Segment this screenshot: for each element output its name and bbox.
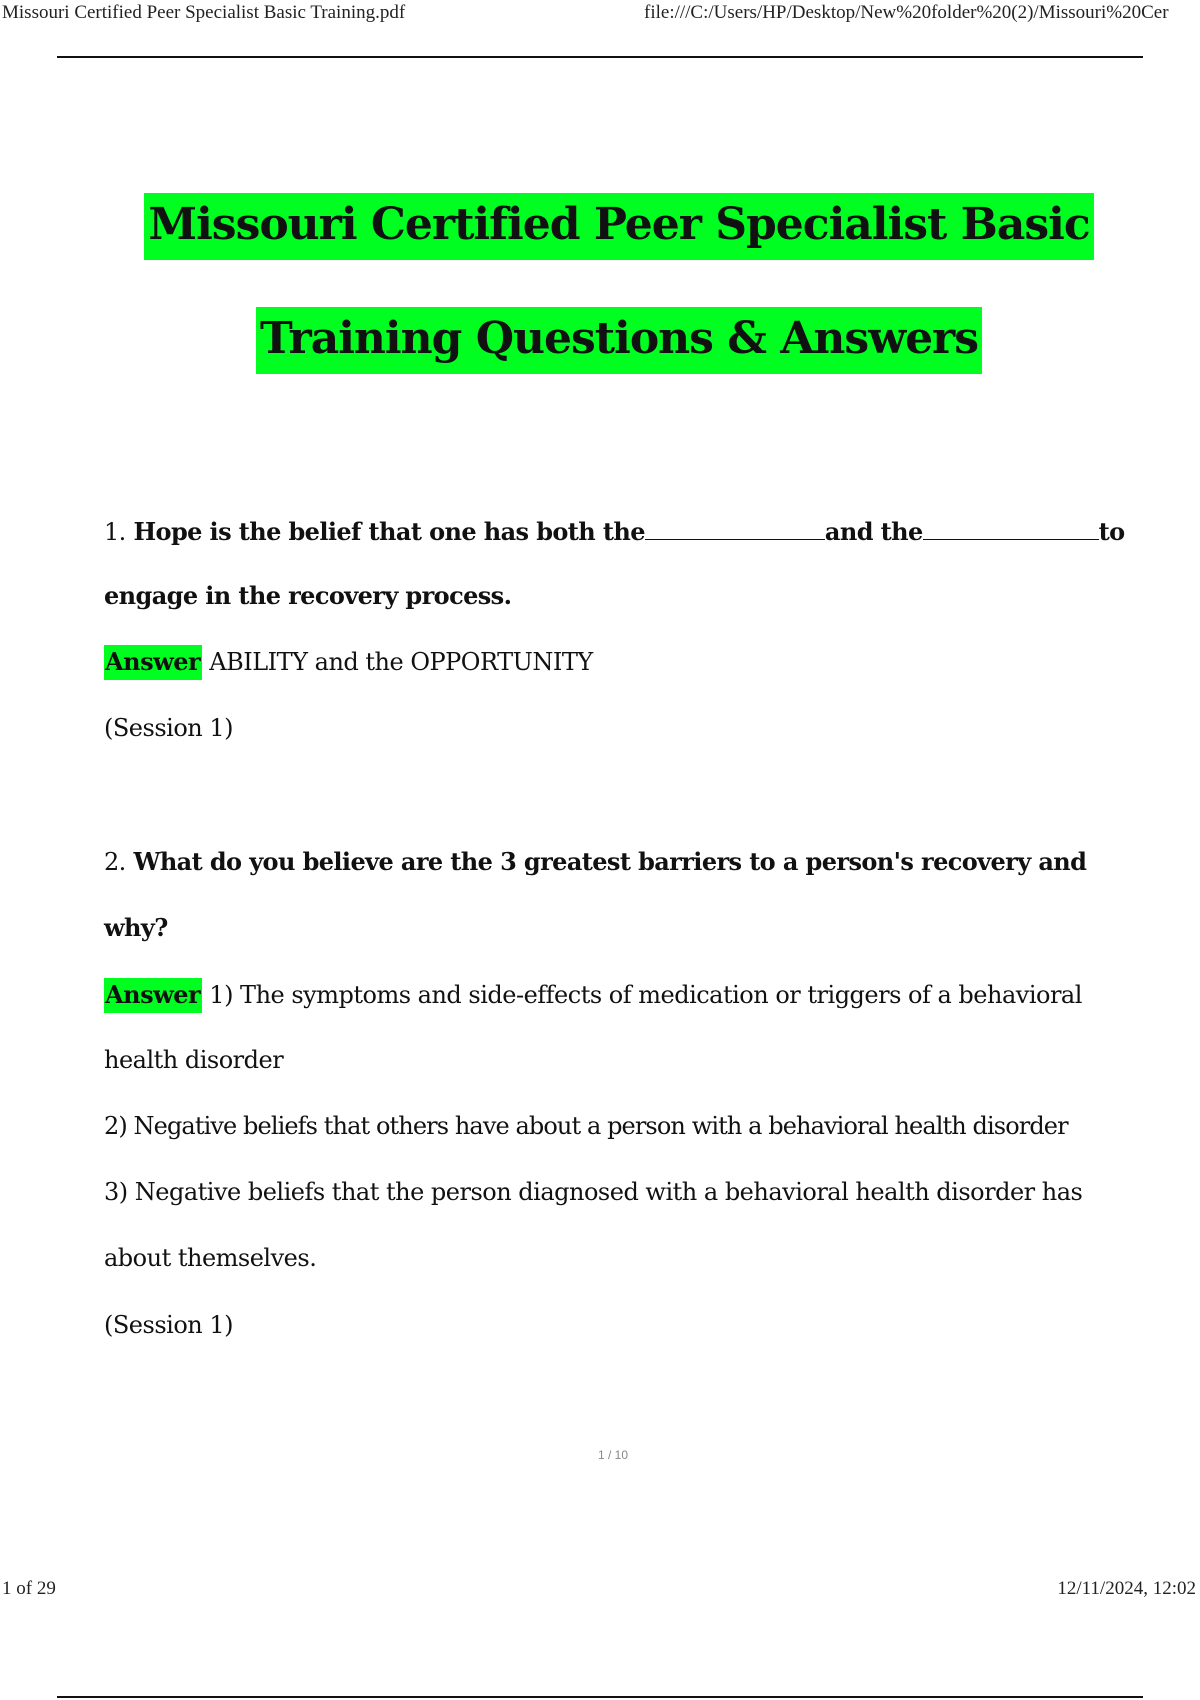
print-footer-page-count: 1 of 29 bbox=[2, 1578, 56, 1599]
question-2-answer-line-1: 1) The symptoms and side-effects of medication or triggers of a behavioral bbox=[209, 981, 1082, 1009]
question-1-text-part-3: to bbox=[1098, 517, 1125, 546]
question-1-line-1 bbox=[104, 515, 1125, 546]
question-2-line-1 bbox=[104, 847, 1086, 876]
question-1-line-2: engage in the recovery process. bbox=[104, 581, 512, 610]
question-2-answer-line-3: 2) Negative beliefs that others have about a person with a behavioral health disorder bbox=[104, 1112, 1068, 1140]
question-1-blank-1 bbox=[645, 515, 825, 540]
page-title-line-2 bbox=[0, 313, 1200, 364]
question-1-answer-text: ABILITY and the OPPORTUNITY bbox=[209, 648, 593, 676]
print-footer-datetime: 12/11/2024, 12:02 bbox=[1057, 1578, 1196, 1599]
question-1-answer bbox=[104, 647, 593, 676]
header-rule bbox=[57, 56, 1143, 58]
print-header-doc-title: Missouri Certified Peer Specialist Basic Training.pdf bbox=[2, 2, 406, 23]
question-2-session: (Session 1) bbox=[104, 1311, 233, 1339]
question-2-answer-line-5: about themselves. bbox=[104, 1244, 317, 1272]
question-2-answer bbox=[104, 980, 1082, 1009]
page-title-line-1 bbox=[0, 199, 1200, 250]
question-2-line-2: why? bbox=[104, 913, 168, 942]
page-indicator: 1 / 10 bbox=[597, 1448, 629, 1462]
question-1-blank-2 bbox=[923, 515, 1099, 540]
question-2-answer-line-4: 3) Negative beliefs that the person diagnosed with a behavioral health disorder has bbox=[104, 1178, 1083, 1206]
question-2-number: 2. bbox=[104, 848, 126, 876]
title-highlight-2: Training Questions & Answers bbox=[256, 307, 982, 374]
question-1-text-part-1: Hope is the belief that one has both the bbox=[133, 517, 645, 546]
question-1-number: 1. bbox=[104, 518, 126, 546]
question-2-text-line-1: What do you believe are the 3 greatest barriers to a person's recovery and bbox=[133, 847, 1087, 876]
print-header-file-path: file:///C:/Users/HP/Desktop/New%20folder%20(2)/Missouri%20Cer bbox=[644, 2, 1169, 23]
question-1-session: (Session 1) bbox=[104, 714, 233, 742]
answer-label: Answer bbox=[104, 978, 202, 1013]
question-1-text-part-2: and the bbox=[824, 517, 923, 546]
footer-rule bbox=[57, 1696, 1143, 1698]
title-highlight-1: Missouri Certified Peer Specialist Basic bbox=[144, 193, 1093, 260]
question-2-answer-line-2: health disorder bbox=[104, 1046, 284, 1074]
answer-label: Answer bbox=[104, 645, 202, 680]
